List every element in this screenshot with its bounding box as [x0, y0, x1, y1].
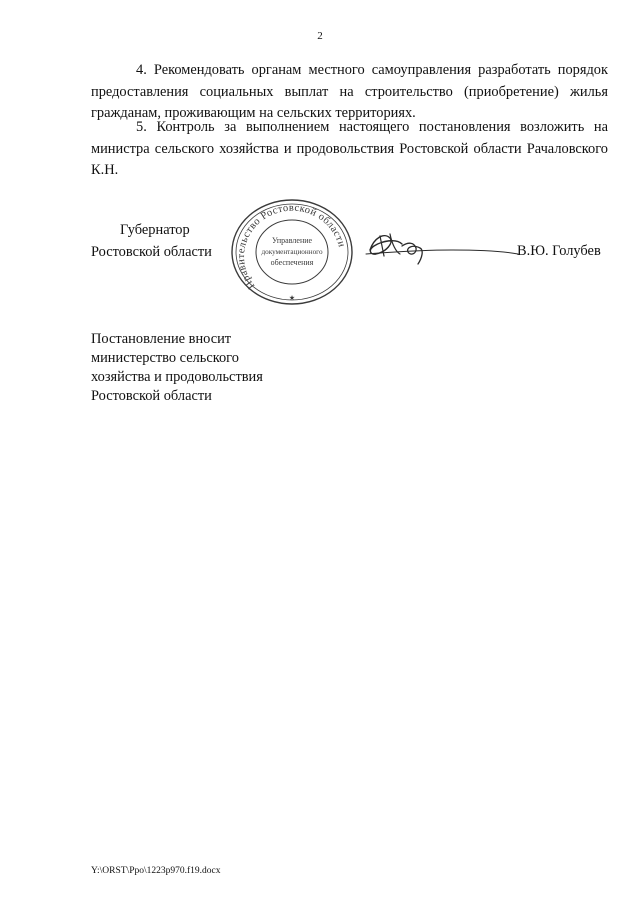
handwritten-signature [362, 224, 522, 274]
note-line-1: Постановление вносит [91, 331, 232, 347]
paragraph-5: 5. Контроль за выполнением настоящего постановления возложить на министра сельского хозяйства и продовольствия Ростовской области Рачаловского К.Н. [91, 119, 608, 178]
note-line-3: хозяйства и продовольствия [91, 369, 263, 385]
note-line-4: Ростовской области [91, 388, 212, 404]
signatory-title [91, 220, 212, 263]
signatory-title-line-2: Ростовской области [91, 243, 212, 260]
submission-note [91, 330, 263, 406]
seal-star-icon: ★ [288, 294, 296, 302]
seal-outer-text: Правительство Ростовской области [235, 202, 347, 291]
official-seal [228, 196, 356, 308]
seal-inner-line-2: документационного [261, 248, 323, 256]
file-path-footer: Y:\ORST\Ppo\1223p970.f19.docx [91, 866, 221, 876]
note-line-2: министерство сельского [91, 350, 239, 366]
signatory-title-line-1: Губернатор [120, 222, 190, 238]
svg-text:Правительство Ростовской облас [236, 203, 347, 291]
seal-inner-line-1: Управление [271, 236, 313, 245]
paragraph-4: 4. Рекомендовать органам местного самоуправления разработать порядок предоставления социальных выплат на строительство (приобретение) жилья гражданам, проживающим на сельских территориях. [91, 62, 608, 121]
seal-inner-line-3: обеспечения [270, 258, 314, 267]
signatory-name: В.Ю. Голубев [517, 243, 601, 259]
page-number: 2 [317, 30, 323, 42]
